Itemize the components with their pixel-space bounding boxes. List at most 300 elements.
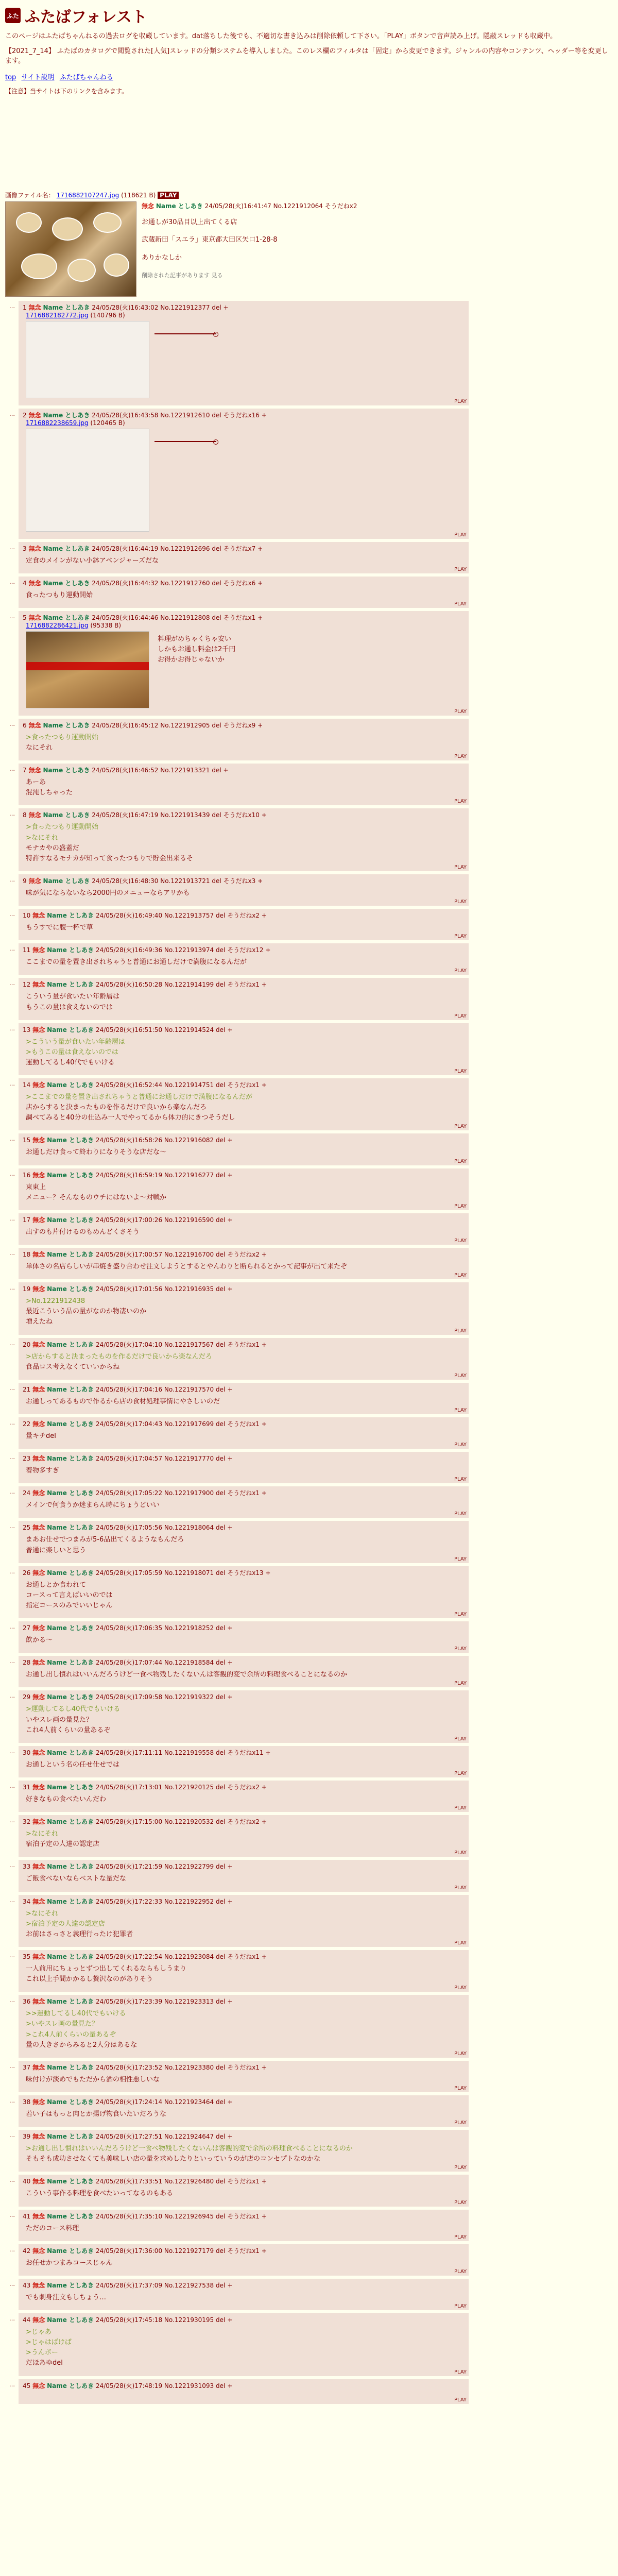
plus-button[interactable]: +	[227, 1385, 233, 1393]
reply-id[interactable]: No.1221916277	[164, 1171, 214, 1179]
reply-line: 単体さの名店らしいが串焼き盛り合わせ注文しようとするとやんわりと断られるとかって記事が出て来たぞ	[26, 1263, 348, 1271]
reply-id[interactable]: No.1221912760	[160, 579, 210, 587]
del-link[interactable]: del	[216, 1953, 226, 1960]
plus-button[interactable]: +	[261, 2063, 267, 2071]
reply	[9, 1746, 469, 1777]
plus-button[interactable]: +	[261, 1251, 267, 1259]
play-button[interactable]: PLAY	[454, 1556, 467, 1562]
reply-id[interactable]: No.1221917900	[164, 1489, 214, 1497]
sodane-link[interactable]: そうだねx1	[227, 2212, 260, 2220]
del-link[interactable]: del	[216, 1863, 226, 1871]
play-button[interactable]: PLAY	[454, 1985, 467, 1991]
reply-subject: 無念	[32, 1026, 45, 1033]
reply-meta	[23, 1171, 465, 1179]
play-button[interactable]: PLAY	[454, 864, 467, 870]
reply-id[interactable]: No.1221920125	[164, 1784, 214, 1791]
reply-subject: 無念	[32, 1818, 45, 1826]
plus-button[interactable]: +	[261, 2212, 267, 2220]
del-link[interactable]: del	[216, 1659, 226, 1667]
reply-id[interactable]: No.1221927538	[164, 2281, 214, 2289]
sodane-link[interactable]: そうだねx3	[223, 877, 256, 885]
sodane-link[interactable]: そうだねx1	[227, 1489, 260, 1497]
sodane-link[interactable]: そうだねx1	[227, 1081, 260, 1089]
reply-name: Name としあき	[43, 303, 90, 311]
del-link[interactable]: del	[212, 877, 221, 885]
reply-id[interactable]: No.1221914751	[164, 1081, 214, 1089]
play-button[interactable]: PLAY	[454, 1372, 467, 1379]
play-button[interactable]: PLAY	[454, 2085, 467, 2091]
reply-name: Name としあき	[47, 1749, 94, 1756]
reply-line: もうすでに腹一杯で草	[26, 924, 93, 932]
reply	[9, 2379, 469, 2404]
reply-meta	[23, 2315, 465, 2324]
play-button[interactable]: PLAY	[454, 2199, 467, 2206]
reply-thumbnail[interactable]	[26, 321, 149, 398]
sodane-link[interactable]: そうだねx1	[227, 1953, 260, 1960]
reply-id[interactable]: No.1221917567	[164, 1341, 214, 1348]
plus-button[interactable]: +	[261, 912, 267, 920]
reply-number: 37	[23, 2063, 31, 2071]
del-link[interactable]: del	[216, 1216, 226, 1224]
plus-button[interactable]: +	[223, 303, 229, 311]
play-button[interactable]: PLAY	[454, 1646, 467, 1652]
play-button[interactable]: PLAY	[454, 899, 467, 905]
sodane-link[interactable]: そうだねx10	[223, 811, 260, 819]
plus-button[interactable]: +	[265, 1569, 271, 1577]
reply-id[interactable]: No.1221914199	[164, 981, 214, 989]
sodane-link[interactable]: そうだねx2	[227, 912, 260, 920]
reply-date: 24/05/28(火)17:04:16	[95, 1385, 163, 1393]
plus-button[interactable]: +	[227, 2281, 233, 2289]
reply-id[interactable]: No.1221916700	[164, 1251, 214, 1259]
play-button[interactable]: PLAY	[454, 1238, 467, 1244]
sodane-link[interactable]: そうだねx9	[223, 721, 256, 729]
reply-number: 44	[23, 2316, 31, 2324]
plus-button[interactable]: +	[227, 1693, 233, 1701]
site-title: ふたばフォレスト	[25, 8, 147, 26]
reply-date: 24/05/28(火)17:27:51	[95, 2133, 163, 2141]
del-link[interactable]: del	[216, 2178, 226, 2185]
nav-about-link[interactable]: サイト説明	[21, 73, 55, 81]
play-button[interactable]: PLAY	[454, 1736, 467, 1742]
sodane-link[interactable]: そうだねx1	[227, 981, 260, 989]
reply-arrow-icon: …	[9, 720, 15, 727]
reply-meta	[23, 1419, 465, 1428]
reply-arrow-icon: …	[9, 2062, 15, 2070]
del-link[interactable]: del	[216, 912, 226, 920]
file-link[interactable]: 1716882107247.jpg	[56, 191, 119, 199]
plus-button[interactable]: +	[261, 1341, 267, 1348]
reply-id[interactable]: No.1221917699	[164, 1420, 214, 1428]
del-link[interactable]: del	[216, 2212, 226, 2220]
play-button[interactable]: PLAY	[454, 1124, 467, 1130]
reply-line: >こういう量が食いたい年齢層は	[26, 1038, 125, 1046]
play-button[interactable]: PLAY	[454, 1328, 467, 1334]
play-button[interactable]: PLAY	[454, 1612, 467, 1618]
reply-meta	[23, 911, 465, 920]
reply-id[interactable]: No.1221913974	[164, 946, 214, 954]
reply-id[interactable]: No.1221918584	[164, 1659, 214, 1667]
del-link[interactable]: del	[216, 2281, 226, 2289]
play-button[interactable]: PLAY	[454, 1771, 467, 1776]
op-line-1: お通しが30品目以上出てくる店	[142, 218, 237, 226]
reply-meta	[23, 1523, 465, 1532]
reply-arrow-icon: …	[9, 1692, 15, 1700]
reply-line: >宿泊予定の人達の認定店	[26, 1920, 105, 1928]
plus-button[interactable]: +	[227, 2133, 233, 2141]
del-link[interactable]: del	[216, 1341, 226, 1348]
reply-id[interactable]: No.1221919558	[164, 1749, 214, 1756]
reply-date: 24/05/28(火)17:04:10	[95, 1341, 163, 1348]
plus-button[interactable]: +	[261, 2178, 267, 2185]
play-button[interactable]: PLAY	[454, 2397, 467, 2403]
del-link[interactable]: del	[216, 1251, 226, 1259]
reply-meta	[23, 1454, 465, 1463]
reply-id[interactable]: No.1221918071	[164, 1569, 214, 1577]
reply-date: 24/05/28(火)17:00:26	[95, 1216, 163, 1224]
reply-id[interactable]: No.1221927179	[164, 2247, 214, 2255]
reply-id[interactable]: No.1221917770	[164, 1455, 214, 1463]
reply-id[interactable]: No.1221916590	[164, 1216, 214, 1224]
reply-meta	[23, 613, 465, 622]
reply-thumbnail[interactable]	[26, 429, 149, 532]
play-button[interactable]: PLAY	[454, 566, 467, 572]
reply	[9, 1452, 469, 1483]
reply-subject: 無念	[32, 2098, 45, 2106]
reply-id[interactable]: No.1221912808	[160, 614, 210, 621]
play-badge[interactable]: PLAY	[158, 192, 179, 199]
plus-button[interactable]: +	[227, 1624, 233, 1632]
reply-message	[26, 1874, 465, 1884]
play-button[interactable]: PLAY	[454, 398, 467, 404]
reply-id[interactable]: No.1221920532	[164, 1818, 214, 1826]
reply-id[interactable]: No.1221926945	[164, 2212, 214, 2220]
reply-subject: 無念	[28, 721, 41, 729]
reply-id[interactable]: No.1221926480	[164, 2178, 214, 2185]
plus-button[interactable]: +	[223, 767, 229, 774]
reply-name: Name としあき	[47, 1524, 94, 1532]
reply-line: お通しとか食われて	[26, 1581, 87, 1589]
play-button[interactable]: PLAY	[454, 2234, 467, 2240]
reply-subject: 無念	[32, 1659, 45, 1667]
del-link[interactable]: del	[216, 1784, 226, 1791]
reply-meta	[23, 980, 465, 989]
nav-futaba-link[interactable]: ふたばちゃんねる	[59, 73, 113, 81]
reply-id[interactable]: No.1221923464	[164, 2098, 214, 2106]
play-button[interactable]: PLAY	[454, 968, 467, 974]
reply-id[interactable]: No.1221912696	[160, 545, 210, 552]
reply-id[interactable]: No.1221916082	[164, 1137, 214, 1144]
sodane-link[interactable]: そうだねx11	[227, 1749, 264, 1756]
sodane-link[interactable]: そうだねx2	[227, 1784, 260, 1791]
del-link[interactable]: del	[216, 1749, 226, 1756]
del-link[interactable]: del	[212, 545, 221, 552]
play-button[interactable]: PLAY	[454, 1805, 467, 1811]
del-link[interactable]: del	[212, 811, 221, 819]
play-button[interactable]: PLAY	[454, 1477, 467, 1483]
plus-button[interactable]: +	[258, 545, 263, 552]
reply-number: 22	[23, 1420, 31, 1428]
reply	[9, 719, 469, 760]
plus-button[interactable]: +	[227, 1897, 233, 1905]
reply-date: 24/05/28(火)17:00:57	[95, 1251, 163, 1259]
sodane-link[interactable]: そうだねx1	[227, 1420, 260, 1428]
del-link[interactable]: del	[216, 1998, 226, 2006]
del-link[interactable]: del	[216, 1420, 226, 1428]
reply-message	[26, 1397, 465, 1407]
op-image[interactable]	[5, 201, 136, 297]
plus-button[interactable]: +	[227, 1137, 233, 1144]
reply-message	[26, 1704, 465, 1735]
del-link[interactable]: del	[216, 1455, 226, 1463]
play-button[interactable]: PLAY	[454, 1681, 467, 1687]
reply-image-link[interactable]: 1716882182772.jpg	[26, 311, 89, 319]
play-button[interactable]: PLAY	[454, 934, 467, 940]
reply-image-line	[26, 312, 465, 319]
plus-button[interactable]: +	[227, 1026, 233, 1033]
del-link[interactable]: del	[216, 1137, 226, 1144]
del-link[interactable]: del	[212, 721, 221, 729]
play-button[interactable]: PLAY	[454, 1158, 467, 1164]
plus-button[interactable]: +	[261, 411, 267, 419]
reply-name: Name としあき	[47, 1251, 94, 1259]
reply-id[interactable]: No.1221913757	[164, 912, 214, 920]
play-button[interactable]: PLAY	[454, 708, 467, 715]
reply	[9, 2244, 469, 2276]
del-link[interactable]: del	[216, 1171, 226, 1179]
play-button[interactable]: PLAY	[454, 1940, 467, 1946]
plus-button[interactable]: +	[261, 981, 267, 989]
play-button[interactable]: PLAY	[454, 2050, 467, 2057]
reply-id[interactable]: No.1221914524	[164, 1026, 214, 1033]
reply-date: 24/05/28(火)16:50:28	[95, 981, 163, 989]
plus-button[interactable]: +	[227, 1659, 233, 1667]
reply-arrow-icon: …	[9, 1523, 15, 1530]
sodane-link[interactable]: そうだねx13	[227, 1569, 264, 1577]
reply	[9, 1621, 469, 1653]
sodane-link[interactable]: そうだねx1	[227, 2247, 260, 2255]
play-button[interactable]: PLAY	[454, 1408, 467, 1414]
play-button[interactable]: PLAY	[454, 2120, 467, 2126]
play-button[interactable]: PLAY	[454, 1273, 467, 1279]
reply-id[interactable]: No.1221930195	[164, 2316, 214, 2324]
plus-button[interactable]: +	[261, 1784, 267, 1791]
play-button[interactable]: PLAY	[454, 1442, 467, 1448]
reply-arrow-icon: …	[9, 1136, 15, 1143]
reply-meta	[23, 1385, 465, 1394]
play-button[interactable]: PLAY	[454, 799, 467, 805]
reply-id[interactable]: No.1221918252	[164, 1624, 214, 1632]
reply-id[interactable]: No.1221912377	[160, 303, 210, 311]
reply-thumbnail[interactable]	[26, 631, 149, 708]
del-link[interactable]: del	[216, 1693, 226, 1701]
del-link[interactable]: del	[216, 1285, 226, 1293]
play-button[interactable]: PLAY	[454, 1885, 467, 1891]
reply-list	[5, 301, 469, 2404]
reply-message	[26, 2009, 465, 2050]
sodane-link[interactable]: そうだねx6	[223, 579, 256, 587]
play-button[interactable]: PLAY	[454, 1511, 467, 1517]
sodane-link[interactable]: そうだねx16	[223, 411, 260, 419]
plus-button[interactable]: +	[261, 1081, 267, 1089]
plus-button[interactable]: +	[258, 877, 263, 885]
plus-button[interactable]: +	[261, 1489, 267, 1497]
reply-id[interactable]: No.1221913721	[160, 877, 210, 885]
del-link[interactable]: del	[216, 1897, 226, 1905]
del-link[interactable]: del	[216, 2316, 226, 2324]
reply-id[interactable]: No.1221912610	[160, 411, 210, 419]
plus-button[interactable]: +	[258, 721, 263, 729]
plus-button[interactable]: +	[227, 2316, 233, 2324]
plus-button[interactable]: +	[227, 2098, 233, 2106]
reply	[9, 909, 469, 940]
sodane-link[interactable]: そうだねx1	[227, 1341, 260, 1348]
plus-button[interactable]: +	[227, 1216, 233, 1224]
del-link[interactable]: del	[216, 1818, 226, 1826]
play-button[interactable]: PLAY	[454, 754, 467, 760]
plus-button[interactable]: +	[261, 1420, 267, 1428]
reply-id[interactable]: No.1221919322	[164, 1693, 214, 1701]
reply-date: 24/05/28(火)17:11:11	[95, 1749, 163, 1756]
play-button[interactable]: PLAY	[454, 2369, 467, 2375]
plus-button[interactable]: +	[258, 579, 263, 587]
reply-arrow-icon: …	[9, 766, 15, 773]
del-link[interactable]: del	[216, 2063, 226, 2071]
reply-id[interactable]: No.1221924647	[164, 2133, 214, 2141]
plus-button[interactable]: +	[258, 614, 263, 621]
del-link[interactable]: del	[212, 614, 221, 621]
plus-button[interactable]: +	[261, 1953, 267, 1960]
nav-top-link[interactable]: top	[5, 73, 16, 81]
del-link[interactable]: del	[216, 981, 226, 989]
reply-meta	[23, 945, 465, 954]
reply-id[interactable]: No.1221922952	[164, 1897, 214, 1905]
play-button[interactable]: PLAY	[454, 1850, 467, 1856]
reply-id[interactable]: No.1221931093	[164, 2382, 214, 2389]
play-button[interactable]: PLAY	[454, 2303, 467, 2309]
del-link[interactable]: del	[216, 1624, 226, 1632]
reply-name: Name としあき	[43, 721, 90, 729]
reply-subject: 無念	[32, 1341, 45, 1348]
reply-arrow-icon: …	[9, 980, 15, 987]
del-link[interactable]: del	[212, 303, 221, 311]
reply-subject: 無念	[32, 1171, 45, 1179]
reply-line: 一人前用にちょっとずつ出してくれるならもしうまり	[26, 1964, 187, 1973]
del-link[interactable]: del	[216, 1524, 226, 1532]
plus-button[interactable]: +	[227, 1524, 233, 1532]
plus-button[interactable]: +	[227, 1998, 233, 2006]
reply-subject: 無念	[28, 811, 41, 819]
sodane-link[interactable]: そうだねx12	[227, 946, 264, 954]
op-no[interactable]: No.1221912064	[273, 202, 323, 210]
reply-arrow-icon: …	[9, 1997, 15, 2004]
reply-message	[26, 2109, 465, 2120]
sodane-link[interactable]: そうだねx1	[227, 2178, 260, 2185]
plus-button[interactable]: +	[265, 946, 271, 954]
plus-button[interactable]: +	[227, 2382, 233, 2389]
del-link[interactable]: del	[212, 767, 221, 774]
op-sodane[interactable]: そうだねx2	[324, 202, 357, 210]
reply-subject: 無念	[32, 1489, 45, 1497]
reply-id[interactable]: No.1221912905	[160, 721, 210, 729]
del-link[interactable]: del	[216, 1489, 226, 1497]
play-button[interactable]: PLAY	[454, 1013, 467, 1019]
del-link[interactable]: del	[216, 2382, 226, 2389]
reply	[9, 1781, 469, 1812]
reply-line: だほあゆdel	[26, 2359, 63, 2367]
reply-message	[26, 1760, 465, 1770]
reply-meta	[23, 721, 465, 730]
plus-button[interactable]: +	[265, 1749, 271, 1756]
del-link[interactable]: del	[212, 579, 221, 587]
reply-id[interactable]: No.1221913321	[160, 767, 210, 774]
play-button[interactable]: PLAY	[454, 1069, 467, 1075]
op-footnote[interactable]: 削除された記事があります 見る	[142, 272, 223, 279]
reply-name: Name としあき	[47, 1385, 94, 1393]
del-link[interactable]: del	[216, 1385, 226, 1393]
reply-arrow-icon: …	[9, 1862, 15, 1869]
sodane-link[interactable]: そうだねx1	[223, 614, 256, 621]
del-link[interactable]: del	[216, 1081, 226, 1089]
sodane-link[interactable]: そうだねx1	[227, 2063, 260, 2071]
reply-id[interactable]: No.1221923084	[164, 1953, 214, 1960]
reply-number: 18	[23, 1251, 31, 1259]
plus-button[interactable]: +	[227, 1285, 233, 1293]
reply-id[interactable]: No.1221918064	[164, 1524, 214, 1532]
plus-button[interactable]: +	[261, 2247, 267, 2255]
play-button[interactable]: PLAY	[454, 532, 467, 538]
reply-line: >もうこの量は食えないのでは	[26, 1048, 118, 1056]
play-button[interactable]: PLAY	[454, 601, 467, 607]
del-link[interactable]: del	[212, 411, 221, 419]
reply-id[interactable]: No.1221923313	[164, 1998, 214, 2006]
del-link[interactable]: del	[216, 2098, 226, 2106]
site-logo[interactable]: ふた	[5, 8, 21, 23]
reply-arrow-icon: …	[9, 1896, 15, 1904]
plus-button[interactable]: +	[261, 811, 267, 819]
reply-image-link[interactable]: 1716882286421.jpg	[26, 621, 89, 629]
del-link[interactable]: del	[216, 2247, 226, 2255]
reply-message	[26, 2327, 465, 2369]
reply-id[interactable]: No.1221917570	[164, 1385, 214, 1393]
plus-button[interactable]: +	[227, 1171, 233, 1179]
plus-button[interactable]: +	[261, 1818, 267, 1826]
reply-image-link[interactable]: 1716882238659.jpg	[26, 419, 89, 427]
play-button[interactable]: PLAY	[454, 1203, 467, 1209]
op-text	[142, 217, 613, 264]
plus-button[interactable]: +	[227, 1455, 233, 1463]
reply-id[interactable]: No.1221923380	[164, 2063, 214, 2071]
sodane-link[interactable]: そうだねx7	[223, 545, 256, 552]
del-link[interactable]: del	[216, 1569, 226, 1577]
reply-number: 5	[23, 614, 27, 621]
reply-number: 19	[23, 1285, 31, 1293]
reply-number: 42	[23, 2247, 31, 2255]
reply-meta	[23, 1250, 465, 1259]
reply-id[interactable]: No.1221916935	[164, 1285, 214, 1293]
del-link[interactable]: del	[216, 2133, 226, 2141]
play-button[interactable]: PLAY	[454, 2165, 467, 2171]
del-link[interactable]: del	[216, 946, 226, 954]
plus-button[interactable]: +	[227, 1863, 233, 1871]
sodane-link[interactable]: そうだねx2	[227, 1251, 260, 1259]
reply-line: 出すのも片付けるのもめんどくさそう	[26, 1228, 140, 1236]
reply-id[interactable]: No.1221913439	[160, 811, 210, 819]
sodane-link[interactable]: そうだねx2	[227, 1818, 260, 1826]
reply-id[interactable]: No.1221922799	[164, 1863, 214, 1871]
play-button[interactable]: PLAY	[454, 2268, 467, 2275]
del-link[interactable]: del	[216, 1026, 226, 1033]
